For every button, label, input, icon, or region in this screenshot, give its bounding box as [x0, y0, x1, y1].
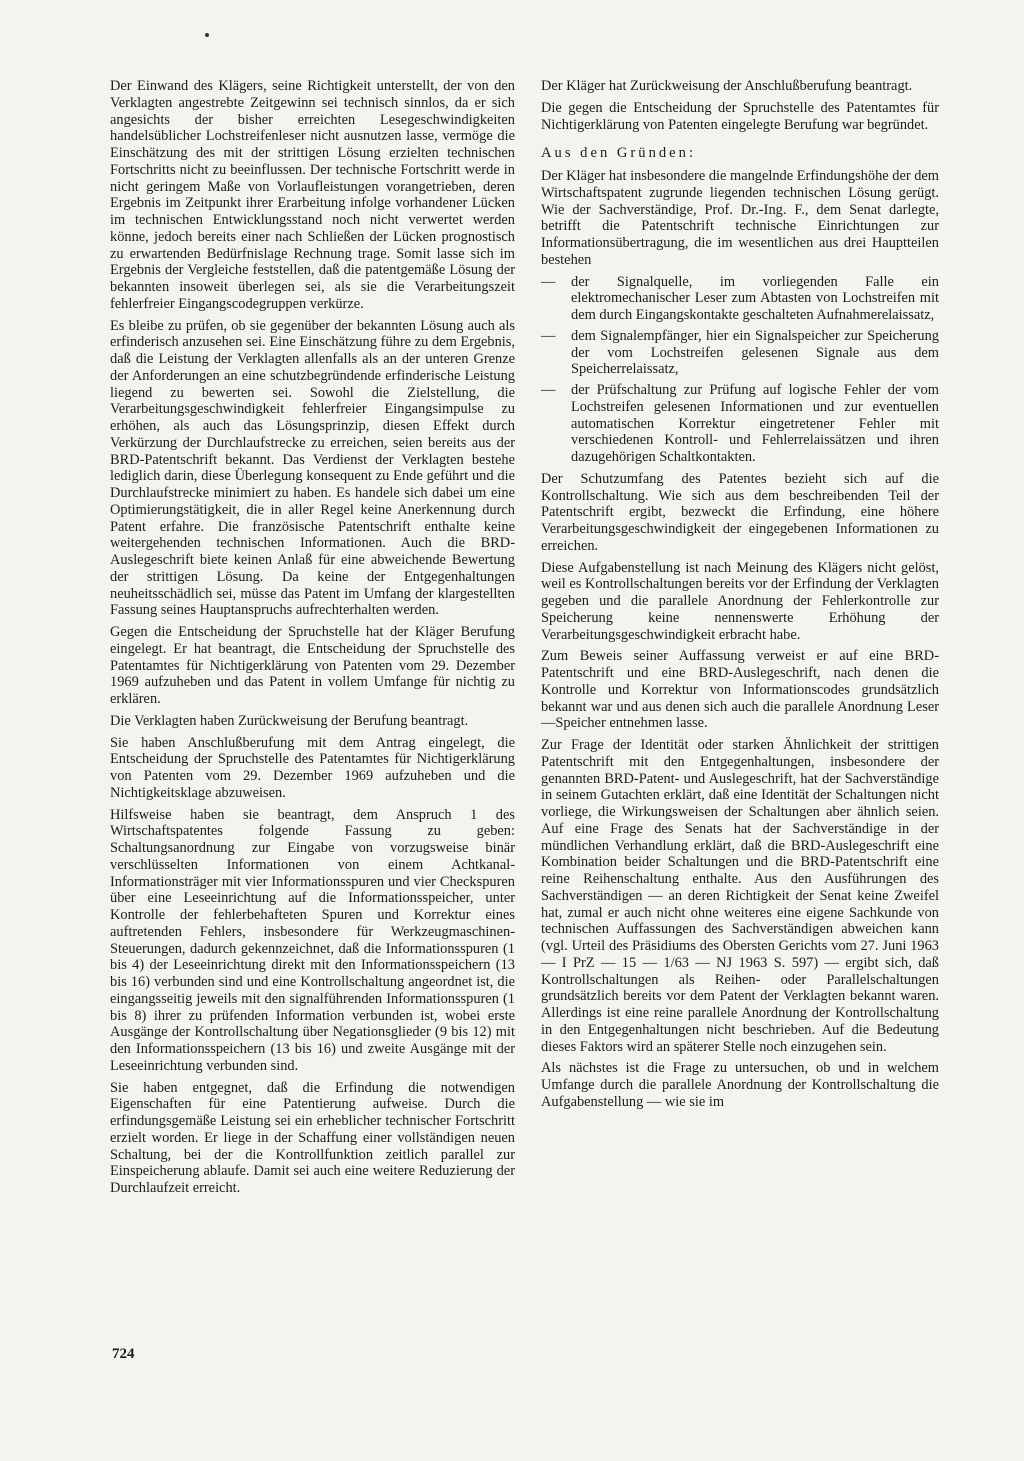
left-column	[110, 78, 515, 1202]
paragraph: Gegen die Entscheidung der Spruchstelle hat der Kläger Berufung eingelegt. Er hat beantragt, die Entscheidung der Spruchstelle des Patentamtes für Nichtigerklärung von Patenten vom 29. Dezember 1969 aufzuheben und das Patent in vollem Umfange für nichtig zu erklären.	[110, 624, 515, 707]
paragraph: Die gegen die Entscheidung der Spruchstelle des Patentamtes für Nichtigerklärung von Patenten eingelegte Berufung war begründet.	[541, 99, 939, 133]
section-heading: Aus den Gründen:	[541, 145, 697, 162]
dash-list	[541, 274, 939, 466]
paragraph: Als nächstes ist die Frage zu untersuchen, ob und in welchem Umfange durch die parallele Anordnung der Kontrollschaltung die Aufgabenstellung — wie sie im	[541, 1060, 939, 1110]
page-number: 724	[112, 1346, 135, 1362]
paragraph: Zum Beweis seiner Auffassung verweist er auf eine BRD-Patentschrift und eine BRD-Auslegeschrift, nach denen die Kontrolle und Korrektur von Informationscodes grundsätzlich bekannt war und aus denen sich auch die parallele Anordnung Leser—Speicher entnehmen lasse.	[541, 648, 939, 732]
paragraph: Die Verklagten haben Zurückweisung der Berufung beantragt.	[110, 712, 469, 729]
paragraph: Hilfsweise haben sie beantragt, dem Anspruch 1 des Wirtschaftspatentes folgende Fassung zu geben: Schaltungsanordnung zur Eingabe von vorzugsweise binär verschlüsselten Informationen von einem Achtkanal-Informationsträger mit vier Informationsspuren und vier Checkspuren über eine Leseeinrichtung auf die Informationsspeicher, unter Kontrolle der fehlerbehafteten Spuren und Korrektur eines auftretenden Fehlers, insbesondere für Werkzeugmaschinen-Steuerungen, dadurch gekennzeichnet, daß die Informationsspuren (1 bis 4) der Leseeinrichtung direkt mit den Informationsspeichern (13 bis 16) verbunden sind und eine Kontrollschaltung angeordnet ist, die eingangsseitig jeweils mit den signalführenden Informationsspuren (1 bis 8) ihrer zu prüfenden Information verbunden ist, wobei erste Ausgänge der Kontrollschaltung über Negationsglieder (9 bis 12) mit den Informationsspeichern (13 bis 16) und zweite Ausgänge mit der Leseeinrichtung verbunden sind.	[110, 806, 515, 1074]
paragraph: Der Schutzumfang des Patentes bezieht sich auf die Kontrollschaltung. Wie sich aus dem beschreibenden Teil der Patentschrift ergibt, bezweckt die Erfindung, eine höhere Verarbeitungsgeschwindigkeit der eingegebenen Informationen zu erreichen.	[541, 470, 939, 554]
paragraph: Zur Frage der Identität oder starken Ähnlichkeit der strittigen Patentschrift mit den Entgegenhaltungen, insbesondere der genannten BRD-Patent- und Auslegeschrift, hat der Sachverständige in seinem Gutachten erklärt, daß eine Identität der Schaltungen nicht vorliege, die Wirkungsweisen der Schaltungen aber ähnlich seien. Auf eine Frage des Senats hat der Sachverständige in der mündlichen Verhandlung erklärt, daß die BRD-Auslegeschrift eine Kombination beider Schaltungen und die BRD-Patentschrift eine reine Reihenschaltung enthalte. Aus den Ausführungen des Sachverständigen — an deren Richtigkeit der Senat keine Zweifel hat, zumal er auch nicht ohne weiteres eine eigene Sachkunde von technischen Auffassungen des Sachverständigen abweichen kann (vgl. Urteil des Präsidiums des Obersten Gerichts vom 27. Juni 1963 — I PrZ — 15 — 1/63 — NJ 1963 S. 597) — ergibt sich, daß Kontrollschaltungen als Reihen- oder Parallelschaltungen grundsätzlich bereits vor dem Patent der Verklagten bekannt waren. Allerdings ist eine reine parallele Anordnung der Kontrollschaltung in den Entgegenhaltungen nicht beschrieben. Auf die Bedeutung dieses Faktors wird an späterer Stelle noch einzugehen sein.	[541, 737, 939, 1055]
paragraph: Der Kläger hat insbesondere die mangelnde Erfindungshöhe der dem Wirtschaftspatent zugrunde liegenden technischen Lösung gerügt. Wie der Sachverständige, Prof. Dr.-Ing. F., dem Senat darlegte, betrifft die Patentschrift technische Einrichtungen zur Informationsübertragung, die im wesentlichen aus drei Hauptteilen bestehen	[541, 168, 940, 268]
paragraph: Der Einwand des Klägers, seine Richtigkeit unterstellt, der von den Verklagten angestrebte Zeitgewinn sei technisch sinnlos, da er sich angesichts der bisher erreichten Lesegeschwindigkeiten handelsüblicher Lochstreifenleser nicht ausnutzen lasse, vermöge die Einschätzung des mit der strittigen Lösung erzielten technischen Fortschritts nicht zu beeinflussen. Der technische Fortschritt werde in nicht geringem Maße von Vorlaufleistungen vorangetrieben, deren Ergebnis im Zeitpunkt ihrer Erarbeitung infolge vorhandener Lücken im technischen Entwicklungsstand noch nicht verwertet werden könne, jedoch bereits einer nach Schließen der Lücken prognostisch zu erwartenden Bedürfnislage Rechnung trage. Somit lasse sich im Ergebnis der Vergleiche feststellen, daß die patentgemäße Lösung der bekannten insoweit überlegen sei, als sie die Verarbeitungszeit fehlerfreier Eingangscodegruppen verkürze.	[110, 78, 515, 312]
list-item: — der Signalquelle, im vorliegenden Falle ein elektromechanischer Leser zum Abtasten von Lochstreifen mit dem durch Eingangskontakte geschalteten Aufnahmerelaissatz,	[541, 274, 939, 324]
list-item: — der Prüfschaltung zur Prüfung auf logische Fehler der vom Lochstreifen gelesenen Informationen und zur eventuellen automatischen Korrektur eingetretener Fehler mit verschiedenen Kontroll- und Fehlerrelaissätzen und ihren dazugehörigen Schaltkontakten.	[541, 382, 939, 466]
list-item: — dem Signalempfänger, hier ein Signalspeicher zur Speicherung der vom Lochstreifen gelesenen Signale aus dem Speicherrelaissatz,	[541, 328, 939, 378]
paragraph: Der Kläger hat Zurückweisung der Anschlußberufung beantragt.	[541, 78, 913, 94]
paragraph: Sie haben Anschlußberufung mit dem Antrag eingelegt, die Entscheidung der Spruchstelle des Patentamtes für Nichtigerklärung von Patenten vom 29. Dezember 1969 aufzuheben und die Nichtigkeitsklage abzuweisen.	[110, 734, 515, 801]
paragraph: Sie haben entgegnet, daß die Erfindung die notwendigen Eigenschaften für eine Patentierung aufweise. Durch die erfindungsgemäße Leistung sei ein erheblicher technischer Fortschritt erzielt worden. Er liege in der Schaffung einer vollständigen neuen Schaltung, bei der die Kontrollfunktion zeitlich parallel zur Einspeicherung ablaufe. Damit sei auch eine weitere Reduzierung der Durchlaufzeit erreicht.	[110, 1079, 515, 1196]
paragraph: Diese Aufgabenstellung ist nach Meinung des Klägers nicht gelöst, weil es Kontrollschaltungen bereits vor der Erfindung der Verklagten gegeben und die parallele Anordnung der Fehlerkontrolle zur Speicherung keine nennenswerte Erhöhung der Verarbeitungsgeschwindigkeit erbracht habe.	[541, 559, 939, 643]
scan-speck	[205, 33, 209, 37]
paragraph: Es bleibe zu prüfen, ob sie gegenüber der bekannten Lösung auch als erfinderisch anzusehen sei. Eine Einschätzung führe zu dem Ergebnis, daß die Leistung der Verklagten allenfalls als an der unteren Grenze der Anforderungen an eine schutzbegründende erfinderische Leistung liegend zu bewerten sei. Sowohl die Zielstellung, die Verarbeitungsgeschwindigkeit fehlerfreier Eingangsimpulse zu erhöhen, als auch das Lösungsprinzip, diesen Effekt durch Verkürzung der Durchlaufstrecke zu erreichen, seien bereits aus der BRD-Patentschrift bekannt. Das Verdienst der Verklagten bestehe lediglich darin, diese Überlegung konsequent zu Ende geführt und die Durchlaufstrecke minimiert zu haben. Es handele sich dabei um eine Optimierungstätigkeit, die in aller Regel keine Anerkennung durch Patent erfahre. Die französische Patentschrift enthalte keine weitergehenden technischen Informationen. Auch die BRD-Auslegeschrift biete keinen Anlaß für eine abweichende Bewertung der strittigen Lösung. Da keine der Entgegenhaltungen neuheitsschädlich sei, müsse das Patent im Umfang der klargestellten Fassung seines Hauptanspruchs aufrechterhalten werden.	[110, 317, 515, 619]
right-column	[541, 78, 939, 1116]
